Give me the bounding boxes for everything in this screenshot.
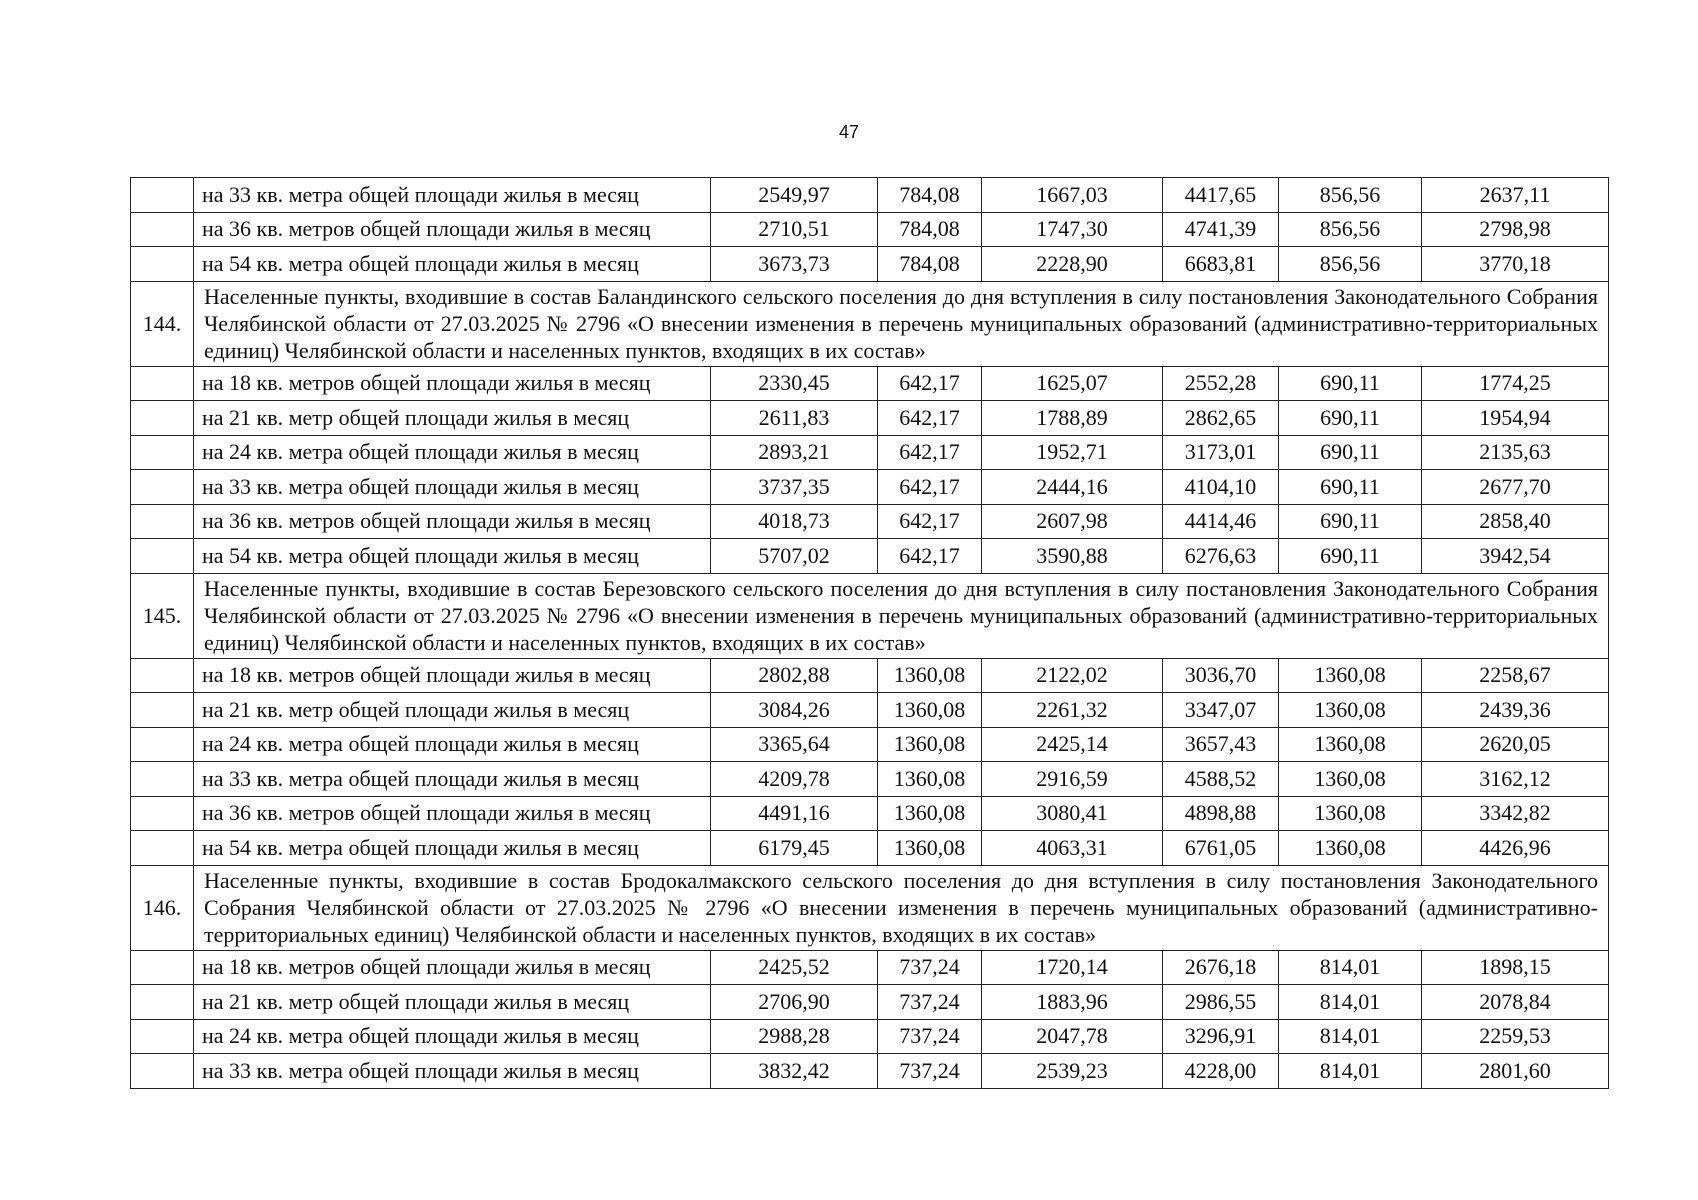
row-description: на 36 кв. метров общей площади жилья в месяц	[194, 796, 711, 831]
value-cell: 1952,71	[982, 435, 1163, 470]
value-cell: 4063,31	[982, 831, 1163, 866]
row-index	[131, 831, 194, 866]
table-row	[131, 658, 1609, 693]
section-row	[131, 573, 1609, 658]
row-index	[131, 1054, 194, 1089]
value-cell: 1360,08	[878, 693, 982, 728]
value-cell: 2858,40	[1422, 504, 1609, 539]
value-cell: 690,11	[1279, 401, 1422, 436]
value-cell: 1360,08	[878, 831, 982, 866]
value-cell: 3770,18	[1422, 247, 1609, 282]
value-cell: 1898,15	[1422, 950, 1609, 985]
section-index: 146.	[131, 865, 194, 950]
value-cell: 2549,97	[711, 178, 878, 213]
value-cell: 3365,64	[711, 727, 878, 762]
value-cell: 2710,51	[711, 212, 878, 247]
value-cell: 6179,45	[711, 831, 878, 866]
value-cell: 3080,41	[982, 796, 1163, 831]
value-cell: 4104,10	[1163, 470, 1279, 505]
value-cell: 3084,26	[711, 693, 878, 728]
section-row	[131, 865, 1609, 950]
value-cell: 1360,08	[1279, 831, 1422, 866]
value-cell: 814,01	[1279, 1019, 1422, 1054]
value-cell: 4018,73	[711, 504, 878, 539]
table-row	[131, 796, 1609, 831]
value-cell: 4426,96	[1422, 831, 1609, 866]
value-cell: 2258,67	[1422, 658, 1609, 693]
row-index	[131, 470, 194, 505]
value-cell: 856,56	[1279, 247, 1422, 282]
value-cell: 1774,25	[1422, 366, 1609, 401]
value-cell: 3657,43	[1163, 727, 1279, 762]
value-cell: 690,11	[1279, 504, 1422, 539]
value-cell: 2259,53	[1422, 1019, 1609, 1054]
value-cell: 4228,00	[1163, 1054, 1279, 1089]
value-cell: 784,08	[878, 178, 982, 213]
row-index	[131, 247, 194, 282]
row-index	[131, 212, 194, 247]
value-cell: 2228,90	[982, 247, 1163, 282]
table-row	[131, 762, 1609, 797]
value-cell: 6683,81	[1163, 247, 1279, 282]
row-index	[131, 178, 194, 213]
section-title: Населенные пункты, входившие в состав Баландинского сельского поселения до дня вступления в силу постановления Законодательного Собрания Челябинской области от 27.03.2025 № 2796 «О внесении изменения в перечень муниципальных образований (административно-территориальных единиц) Челябинской области и населенных пунктов, входящих в их состав»	[194, 281, 1609, 366]
value-cell: 737,24	[878, 985, 982, 1020]
value-cell: 814,01	[1279, 950, 1422, 985]
page-number: 47	[838, 122, 860, 142]
value-cell: 2425,52	[711, 950, 878, 985]
value-cell: 3832,42	[711, 1054, 878, 1089]
value-cell: 2988,28	[711, 1019, 878, 1054]
value-cell: 784,08	[878, 247, 982, 282]
row-index	[131, 796, 194, 831]
value-cell: 814,01	[1279, 1054, 1422, 1089]
value-cell: 2798,98	[1422, 212, 1609, 247]
value-cell: 2676,18	[1163, 950, 1279, 985]
value-cell: 1360,08	[878, 762, 982, 797]
value-cell: 2122,02	[982, 658, 1163, 693]
value-cell: 4741,39	[1163, 212, 1279, 247]
value-cell: 642,17	[878, 401, 982, 436]
value-cell: 1788,89	[982, 401, 1163, 436]
value-cell: 3173,01	[1163, 435, 1279, 470]
row-description: на 33 кв. метра общей площади жилья в месяц	[194, 1054, 711, 1089]
value-cell: 2444,16	[982, 470, 1163, 505]
row-description: на 18 кв. метров общей площади жилья в месяц	[194, 950, 711, 985]
row-index	[131, 435, 194, 470]
value-cell: 2620,05	[1422, 727, 1609, 762]
value-cell: 2425,14	[982, 727, 1163, 762]
row-description: на 54 кв. метра общей площади жилья в месяц	[194, 539, 711, 574]
value-cell: 3347,07	[1163, 693, 1279, 728]
value-cell: 2706,90	[711, 985, 878, 1020]
value-cell: 1360,08	[1279, 727, 1422, 762]
value-cell: 2261,32	[982, 693, 1163, 728]
value-cell: 642,17	[878, 366, 982, 401]
table-row	[131, 435, 1609, 470]
value-cell: 2135,63	[1422, 435, 1609, 470]
value-cell: 5707,02	[711, 539, 878, 574]
value-cell: 1747,30	[982, 212, 1163, 247]
value-cell: 856,56	[1279, 178, 1422, 213]
value-cell: 2801,60	[1422, 1054, 1609, 1089]
value-cell: 4209,78	[711, 762, 878, 797]
table-row	[131, 985, 1609, 1020]
row-description: на 21 кв. метр общей площади жилья в месяц	[194, 401, 711, 436]
value-cell: 2439,36	[1422, 693, 1609, 728]
table-row	[131, 178, 1609, 213]
value-cell: 690,11	[1279, 435, 1422, 470]
value-cell: 737,24	[878, 950, 982, 985]
row-index	[131, 985, 194, 1020]
value-cell: 3590,88	[982, 539, 1163, 574]
row-index	[131, 504, 194, 539]
value-cell: 784,08	[878, 212, 982, 247]
value-cell: 4491,16	[711, 796, 878, 831]
value-cell: 2893,21	[711, 435, 878, 470]
value-cell: 1360,08	[878, 796, 982, 831]
value-cell: 2986,55	[1163, 985, 1279, 1020]
value-cell: 1883,96	[982, 985, 1163, 1020]
table-row	[131, 504, 1609, 539]
value-cell: 6276,63	[1163, 539, 1279, 574]
value-cell: 4417,65	[1163, 178, 1279, 213]
value-cell: 2078,84	[1422, 985, 1609, 1020]
value-cell: 1667,03	[982, 178, 1163, 213]
value-cell: 2916,59	[982, 762, 1163, 797]
row-index	[131, 539, 194, 574]
value-cell: 3942,54	[1422, 539, 1609, 574]
value-cell: 690,11	[1279, 366, 1422, 401]
value-cell: 3673,73	[711, 247, 878, 282]
row-description: на 33 кв. метра общей площади жилья в месяц	[194, 178, 711, 213]
row-index	[131, 950, 194, 985]
value-cell: 1360,08	[1279, 658, 1422, 693]
value-cell: 642,17	[878, 470, 982, 505]
value-cell: 642,17	[878, 435, 982, 470]
value-cell: 1360,08	[1279, 762, 1422, 797]
value-cell: 737,24	[878, 1054, 982, 1089]
table-row	[131, 693, 1609, 728]
value-cell: 2862,65	[1163, 401, 1279, 436]
value-cell: 2637,11	[1422, 178, 1609, 213]
value-cell: 2330,45	[711, 366, 878, 401]
section-title: Населенные пункты, входившие в состав Березовского сельского поселения до дня вступления в силу постановления Законодательного Собрания Челябинской области от 27.03.2025 № 2796 «О внесении изменения в перечень муниципальных образований (административно-территориальных единиц) Челябинской области и населенных пунктов, входящих в их состав»	[194, 573, 1609, 658]
value-cell: 690,11	[1279, 539, 1422, 574]
row-description: на 36 кв. метров общей площади жилья в месяц	[194, 504, 711, 539]
value-cell: 642,17	[878, 504, 982, 539]
value-cell: 3036,70	[1163, 658, 1279, 693]
value-cell: 2611,83	[711, 401, 878, 436]
value-cell: 3737,35	[711, 470, 878, 505]
value-cell: 4414,46	[1163, 504, 1279, 539]
row-description: на 21 кв. метр общей площади жилья в месяц	[194, 985, 711, 1020]
row-description: на 18 кв. метров общей площади жилья в месяц	[194, 658, 711, 693]
value-cell: 3296,91	[1163, 1019, 1279, 1054]
value-cell: 856,56	[1279, 212, 1422, 247]
value-cell: 814,01	[1279, 985, 1422, 1020]
tariff-table	[130, 177, 1609, 1089]
row-description: на 24 кв. метра общей площади жилья в месяц	[194, 1019, 711, 1054]
value-cell: 737,24	[878, 1019, 982, 1054]
table-row	[131, 950, 1609, 985]
table-row	[131, 366, 1609, 401]
value-cell: 1360,08	[1279, 693, 1422, 728]
section-index: 145.	[131, 573, 194, 658]
row-index	[131, 401, 194, 436]
row-description: на 24 кв. метра общей площади жилья в месяц	[194, 435, 711, 470]
section-row	[131, 281, 1609, 366]
row-description: на 18 кв. метров общей площади жилья в месяц	[194, 366, 711, 401]
row-index	[131, 366, 194, 401]
value-cell: 3342,82	[1422, 796, 1609, 831]
value-cell: 6761,05	[1163, 831, 1279, 866]
table-row	[131, 539, 1609, 574]
value-cell: 3162,12	[1422, 762, 1609, 797]
table-body	[131, 178, 1609, 1089]
value-cell: 4588,52	[1163, 762, 1279, 797]
row-index	[131, 693, 194, 728]
value-cell: 1360,08	[878, 727, 982, 762]
table-row	[131, 1019, 1609, 1054]
section-index: 144.	[131, 281, 194, 366]
table-row	[131, 831, 1609, 866]
row-description: на 33 кв. метра общей площади жилья в месяц	[194, 470, 711, 505]
row-description: на 54 кв. метра общей площади жилья в месяц	[194, 831, 711, 866]
value-cell: 1720,14	[982, 950, 1163, 985]
row-index	[131, 762, 194, 797]
row-description: на 24 кв. метра общей площади жилья в месяц	[194, 727, 711, 762]
row-description: на 33 кв. метра общей площади жилья в месяц	[194, 762, 711, 797]
value-cell: 2552,28	[1163, 366, 1279, 401]
value-cell: 642,17	[878, 539, 982, 574]
row-description: на 36 кв. метров общей площади жилья в месяц	[194, 212, 711, 247]
value-cell: 2677,70	[1422, 470, 1609, 505]
value-cell: 2802,88	[711, 658, 878, 693]
table-row	[131, 470, 1609, 505]
value-cell: 1360,08	[878, 658, 982, 693]
row-description: на 54 кв. метра общей площади жилья в месяц	[194, 247, 711, 282]
section-title: Населенные пункты, входившие в состав Бродокалмакского сельского поселения до дня вступления в силу постановления Законодательного Собрания Челябинской области от 27.03.2025 № 2796 «О внесении изменения в перечень муниципальных образований (административно-территориальных единиц) Челябинской области и населенных пунктов, входящих в их состав»	[194, 865, 1609, 950]
value-cell: 1360,08	[1279, 796, 1422, 831]
table-row	[131, 212, 1609, 247]
value-cell: 1954,94	[1422, 401, 1609, 436]
table-row	[131, 247, 1609, 282]
value-cell: 690,11	[1279, 470, 1422, 505]
table-row	[131, 727, 1609, 762]
value-cell: 2047,78	[982, 1019, 1163, 1054]
row-index	[131, 1019, 194, 1054]
value-cell: 2539,23	[982, 1054, 1163, 1089]
table-row	[131, 1054, 1609, 1089]
row-index	[131, 727, 194, 762]
table-row	[131, 401, 1609, 436]
row-index	[131, 658, 194, 693]
value-cell: 1625,07	[982, 366, 1163, 401]
row-description: на 21 кв. метр общей площади жилья в месяц	[194, 693, 711, 728]
value-cell: 4898,88	[1163, 796, 1279, 831]
value-cell: 2607,98	[982, 504, 1163, 539]
